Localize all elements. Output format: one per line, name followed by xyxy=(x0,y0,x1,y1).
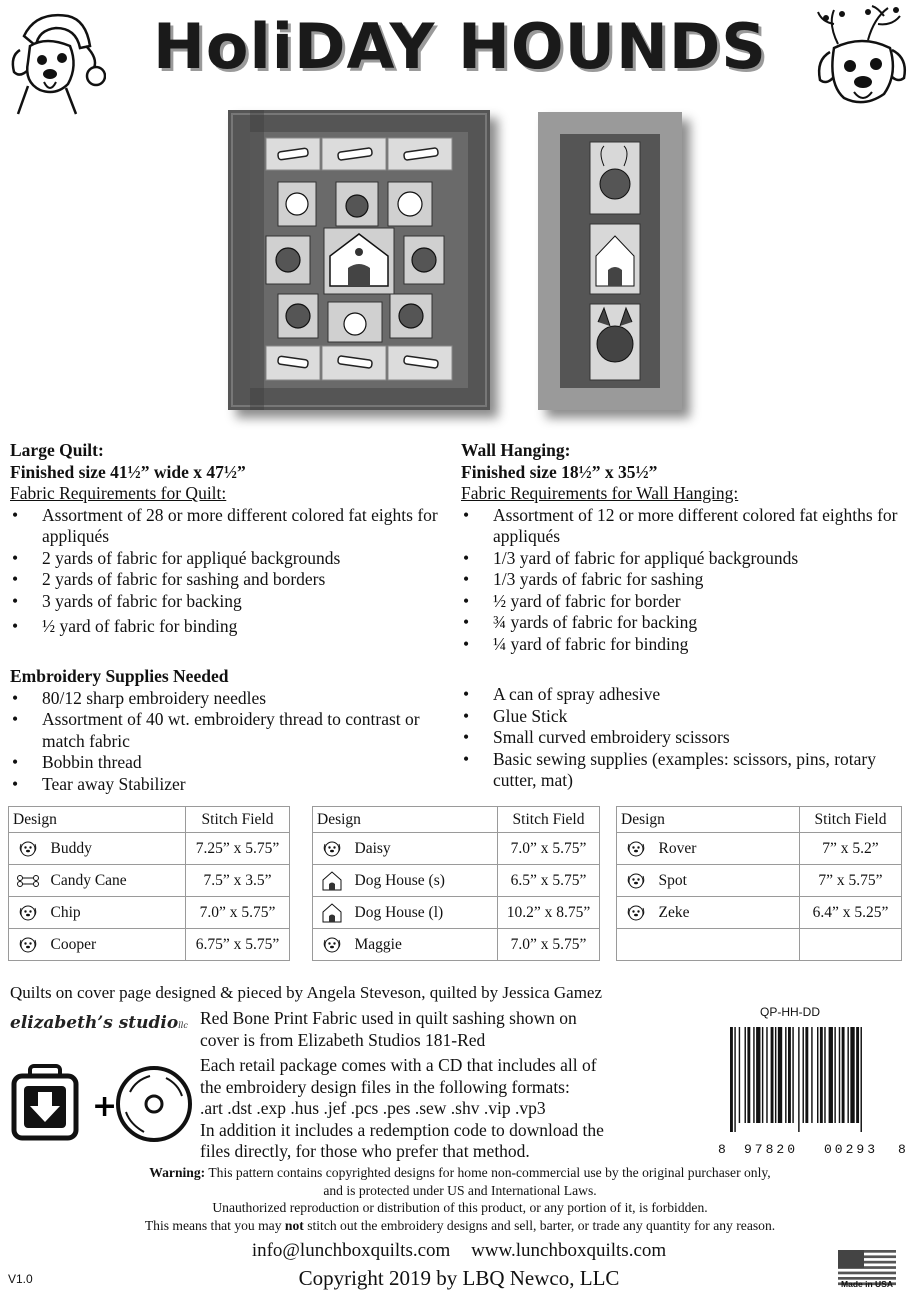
warning-line: This means that you may xyxy=(144,1217,285,1233)
table-row xyxy=(313,865,600,897)
email-link[interactable]: info@lunchboxquilts.com xyxy=(251,1240,451,1261)
stitch-size xyxy=(800,929,902,961)
dog-face-icon xyxy=(321,934,343,956)
list-item: • Assortment of 40 wt. embroidery thread to contrast or match fabric xyxy=(10,709,430,752)
table-header-stitch: Stitch Field xyxy=(186,807,290,833)
warning-line: and is protected under US and International Laws. xyxy=(323,1182,597,1198)
table-header-stitch: Stitch Field xyxy=(800,807,902,833)
stitch-table-3 xyxy=(616,806,902,961)
fabric-note-line: cover is from Elizabeth Studios 181-Red xyxy=(200,1029,486,1050)
embroidery-section xyxy=(10,666,430,795)
list-item: • 2 yards of fabric for appliqué backgrounds xyxy=(10,548,450,570)
barcode-digit-check: 8 xyxy=(898,1142,906,1157)
website-link[interactable]: www.lunchboxquilts.com xyxy=(471,1240,667,1261)
dog-house-icon xyxy=(321,902,343,924)
dog-face-icon xyxy=(17,902,39,924)
design-name xyxy=(655,929,800,961)
design-name: Maggie xyxy=(351,929,498,961)
embroidery-list-right xyxy=(461,684,901,792)
version-label: V1.0 xyxy=(8,1272,33,1286)
table-header-design: Design xyxy=(617,807,800,833)
list-item: • 3 yards of fabric for backing xyxy=(10,591,450,613)
wall-hanging-image xyxy=(538,112,682,410)
design-name: Rover xyxy=(655,833,800,865)
embroidery-section-right xyxy=(461,684,901,792)
table-row xyxy=(9,929,290,961)
lunchbox-plus-cd-icon xyxy=(10,1062,192,1146)
made-in-usa-label: Made in USA xyxy=(841,1279,893,1289)
list-item: • 80/12 sharp embroidery needles xyxy=(10,688,430,710)
table-row xyxy=(313,897,600,929)
product-code: QP-HH-DD xyxy=(760,1005,820,1019)
dog-face-icon xyxy=(321,838,343,860)
table-row xyxy=(617,929,902,961)
page-title: HoliDAY HOUNDS xyxy=(153,10,767,83)
warning-notice xyxy=(20,1164,900,1234)
table-row xyxy=(313,929,600,961)
design-name: Candy Cane xyxy=(47,865,186,897)
list-item: • Glue Stick xyxy=(461,706,901,728)
embroidery-heading: Embroidery Supplies Needed xyxy=(10,666,229,686)
warning-line: stitch out the embroidery designs and sell, barter, or trade any quantity for any reason. xyxy=(303,1217,776,1233)
list-item: • 2 yards of fabric for sashing and borders xyxy=(10,569,450,591)
list-item: • Assortment of 28 or more different colored fat eights for appliqués xyxy=(10,505,450,548)
design-name: Dog House (s) xyxy=(351,865,498,897)
stitch-size: 7.25” x 5.75” xyxy=(186,833,290,865)
design-name: Spot xyxy=(655,865,800,897)
list-item: • Basic sewing supplies (examples: scissors, pins, rotary cutter, mat) xyxy=(461,749,901,792)
table-header-stitch: Stitch Field xyxy=(498,807,600,833)
cd-note-line: the embroidery design files in the following formats: xyxy=(200,1076,570,1097)
cd-note xyxy=(200,1055,720,1163)
list-item: • Bobbin thread xyxy=(10,752,430,774)
dog-face-icon xyxy=(17,934,39,956)
large-quilt-section xyxy=(10,440,450,638)
large-quilt-size: Finished size 41½” wide x 47½” xyxy=(10,461,246,482)
dog-face-icon xyxy=(625,838,647,860)
design-name: Cooper xyxy=(47,929,186,961)
table-row xyxy=(313,833,600,865)
stitch-size: 7” x 5.2” xyxy=(800,833,902,865)
santa-dog-icon xyxy=(6,6,106,116)
large-quilt-image xyxy=(228,110,490,410)
studio-logo-text: elizabeth’s studio xyxy=(10,1013,179,1033)
contact-line xyxy=(0,1240,918,1262)
stitch-size: 6.5” x 5.75” xyxy=(498,865,600,897)
stitch-size: 7.0” x 5.75” xyxy=(498,833,600,865)
table-row xyxy=(617,833,902,865)
table-header-design: Design xyxy=(313,807,498,833)
large-quilt-req-heading: Fabric Requirements for Quilt: xyxy=(10,483,227,503)
table-row xyxy=(9,865,290,897)
list-item: • ¾ yards of fabric for backing xyxy=(461,612,901,634)
stitch-size: 7.0” x 5.75” xyxy=(498,929,600,961)
wall-hanging-list xyxy=(461,505,901,656)
warning-line: This pattern contains copyrighted designs for home non-commercial use by the original purchaser only, xyxy=(205,1165,771,1180)
table-header-design: Design xyxy=(9,807,186,833)
cd-note-line: files directly, for those who prefer that method. xyxy=(200,1141,530,1161)
design-name: Daisy xyxy=(351,833,498,865)
list-item: • ½ yard of fabric for border xyxy=(461,591,901,613)
fabric-note xyxy=(200,1008,720,1051)
svg-text:+: + xyxy=(92,1089,118,1124)
table-row xyxy=(9,897,290,929)
stitch-table-1 xyxy=(8,806,290,961)
bone-icon xyxy=(17,870,39,892)
wall-hanging-size: Finished size 18½” x 35½” xyxy=(461,461,658,482)
design-name: Buddy xyxy=(47,833,186,865)
design-name: Chip xyxy=(47,897,186,929)
list-item: • 1/3 yards of fabric for sashing xyxy=(461,569,901,591)
list-item: • Assortment of 12 or more different colored fat eighths for appliqués xyxy=(461,505,901,548)
list-item: • A can of spray adhesive xyxy=(461,684,901,706)
list-item: • Tear away Stabilizer xyxy=(10,774,430,796)
stitch-size: 7.5” x 3.5” xyxy=(186,865,290,897)
list-item: • ½ yard of fabric for binding xyxy=(10,616,450,638)
stitch-size: 7” x 5.75” xyxy=(800,865,902,897)
credit-line: Quilts on cover page designed & pieced by Angela Steveson, quilted by Jessica Gamez xyxy=(10,983,603,1002)
barcode-digits-left: 97820 xyxy=(744,1142,799,1157)
table-row xyxy=(617,865,902,897)
stitch-size: 6.75” x 5.75” xyxy=(186,929,290,961)
list-item: • ¼ yard of fabric for binding xyxy=(461,634,901,656)
cd-note-line: .art .dst .exp .hus .jef .pcs .pes .sew .shv .vip .vp3 xyxy=(200,1098,546,1118)
stitch-size: 10.2” x 8.75” xyxy=(498,897,600,929)
dog-face-icon xyxy=(625,870,647,892)
reindeer-dog-icon xyxy=(808,4,914,116)
dog-house-icon xyxy=(321,870,343,892)
stitch-size: 6.4” x 5.25” xyxy=(800,897,902,929)
stitch-table-2 xyxy=(312,806,600,961)
wall-hanging-req-heading: Fabric Requirements for Wall Hanging: xyxy=(461,483,739,503)
warning-label: Warning: xyxy=(149,1165,206,1180)
copyright: Copyright 2019 by LBQ Newco, LLC xyxy=(298,1266,620,1290)
barcode-digit-lead: 8 xyxy=(718,1142,726,1157)
design-name: Dog House (l) xyxy=(351,897,498,929)
dog-face-icon xyxy=(625,902,647,924)
list-item: • Small curved embroidery scissors xyxy=(461,727,901,749)
fabric-note-line: Red Bone Print Fabric used in quilt sashing shown on xyxy=(200,1008,577,1028)
stitch-size: 7.0” x 5.75” xyxy=(186,897,290,929)
wall-hanging-section xyxy=(461,440,901,655)
dog-face-icon xyxy=(17,838,39,860)
table-row xyxy=(617,897,902,929)
list-item: • 1/3 yard of fabric for appliqué backgrounds xyxy=(461,548,901,570)
wall-hanging-heading: Wall Hanging: xyxy=(461,440,571,460)
table-row xyxy=(9,833,290,865)
elizabeths-studio-logo: elizabeth’s studiollc xyxy=(10,1013,188,1033)
barcode-digits-right: 00293 xyxy=(824,1142,879,1157)
warning-emphasis: not xyxy=(284,1217,304,1233)
large-quilt-list xyxy=(10,505,450,638)
warning-line: Unauthorized reproduction or distribution of this product, or any portion of it, is forbidden. xyxy=(212,1200,708,1215)
barcode xyxy=(728,1027,908,1132)
cd-note-line: Each retail package comes with a CD that includes all of xyxy=(200,1055,597,1075)
cd-note-line: In addition it includes a redemption code to download the xyxy=(200,1119,604,1140)
large-quilt-heading: Large Quilt: xyxy=(10,440,104,460)
design-name: Zeke xyxy=(655,897,800,929)
embroidery-list-left xyxy=(10,688,430,796)
